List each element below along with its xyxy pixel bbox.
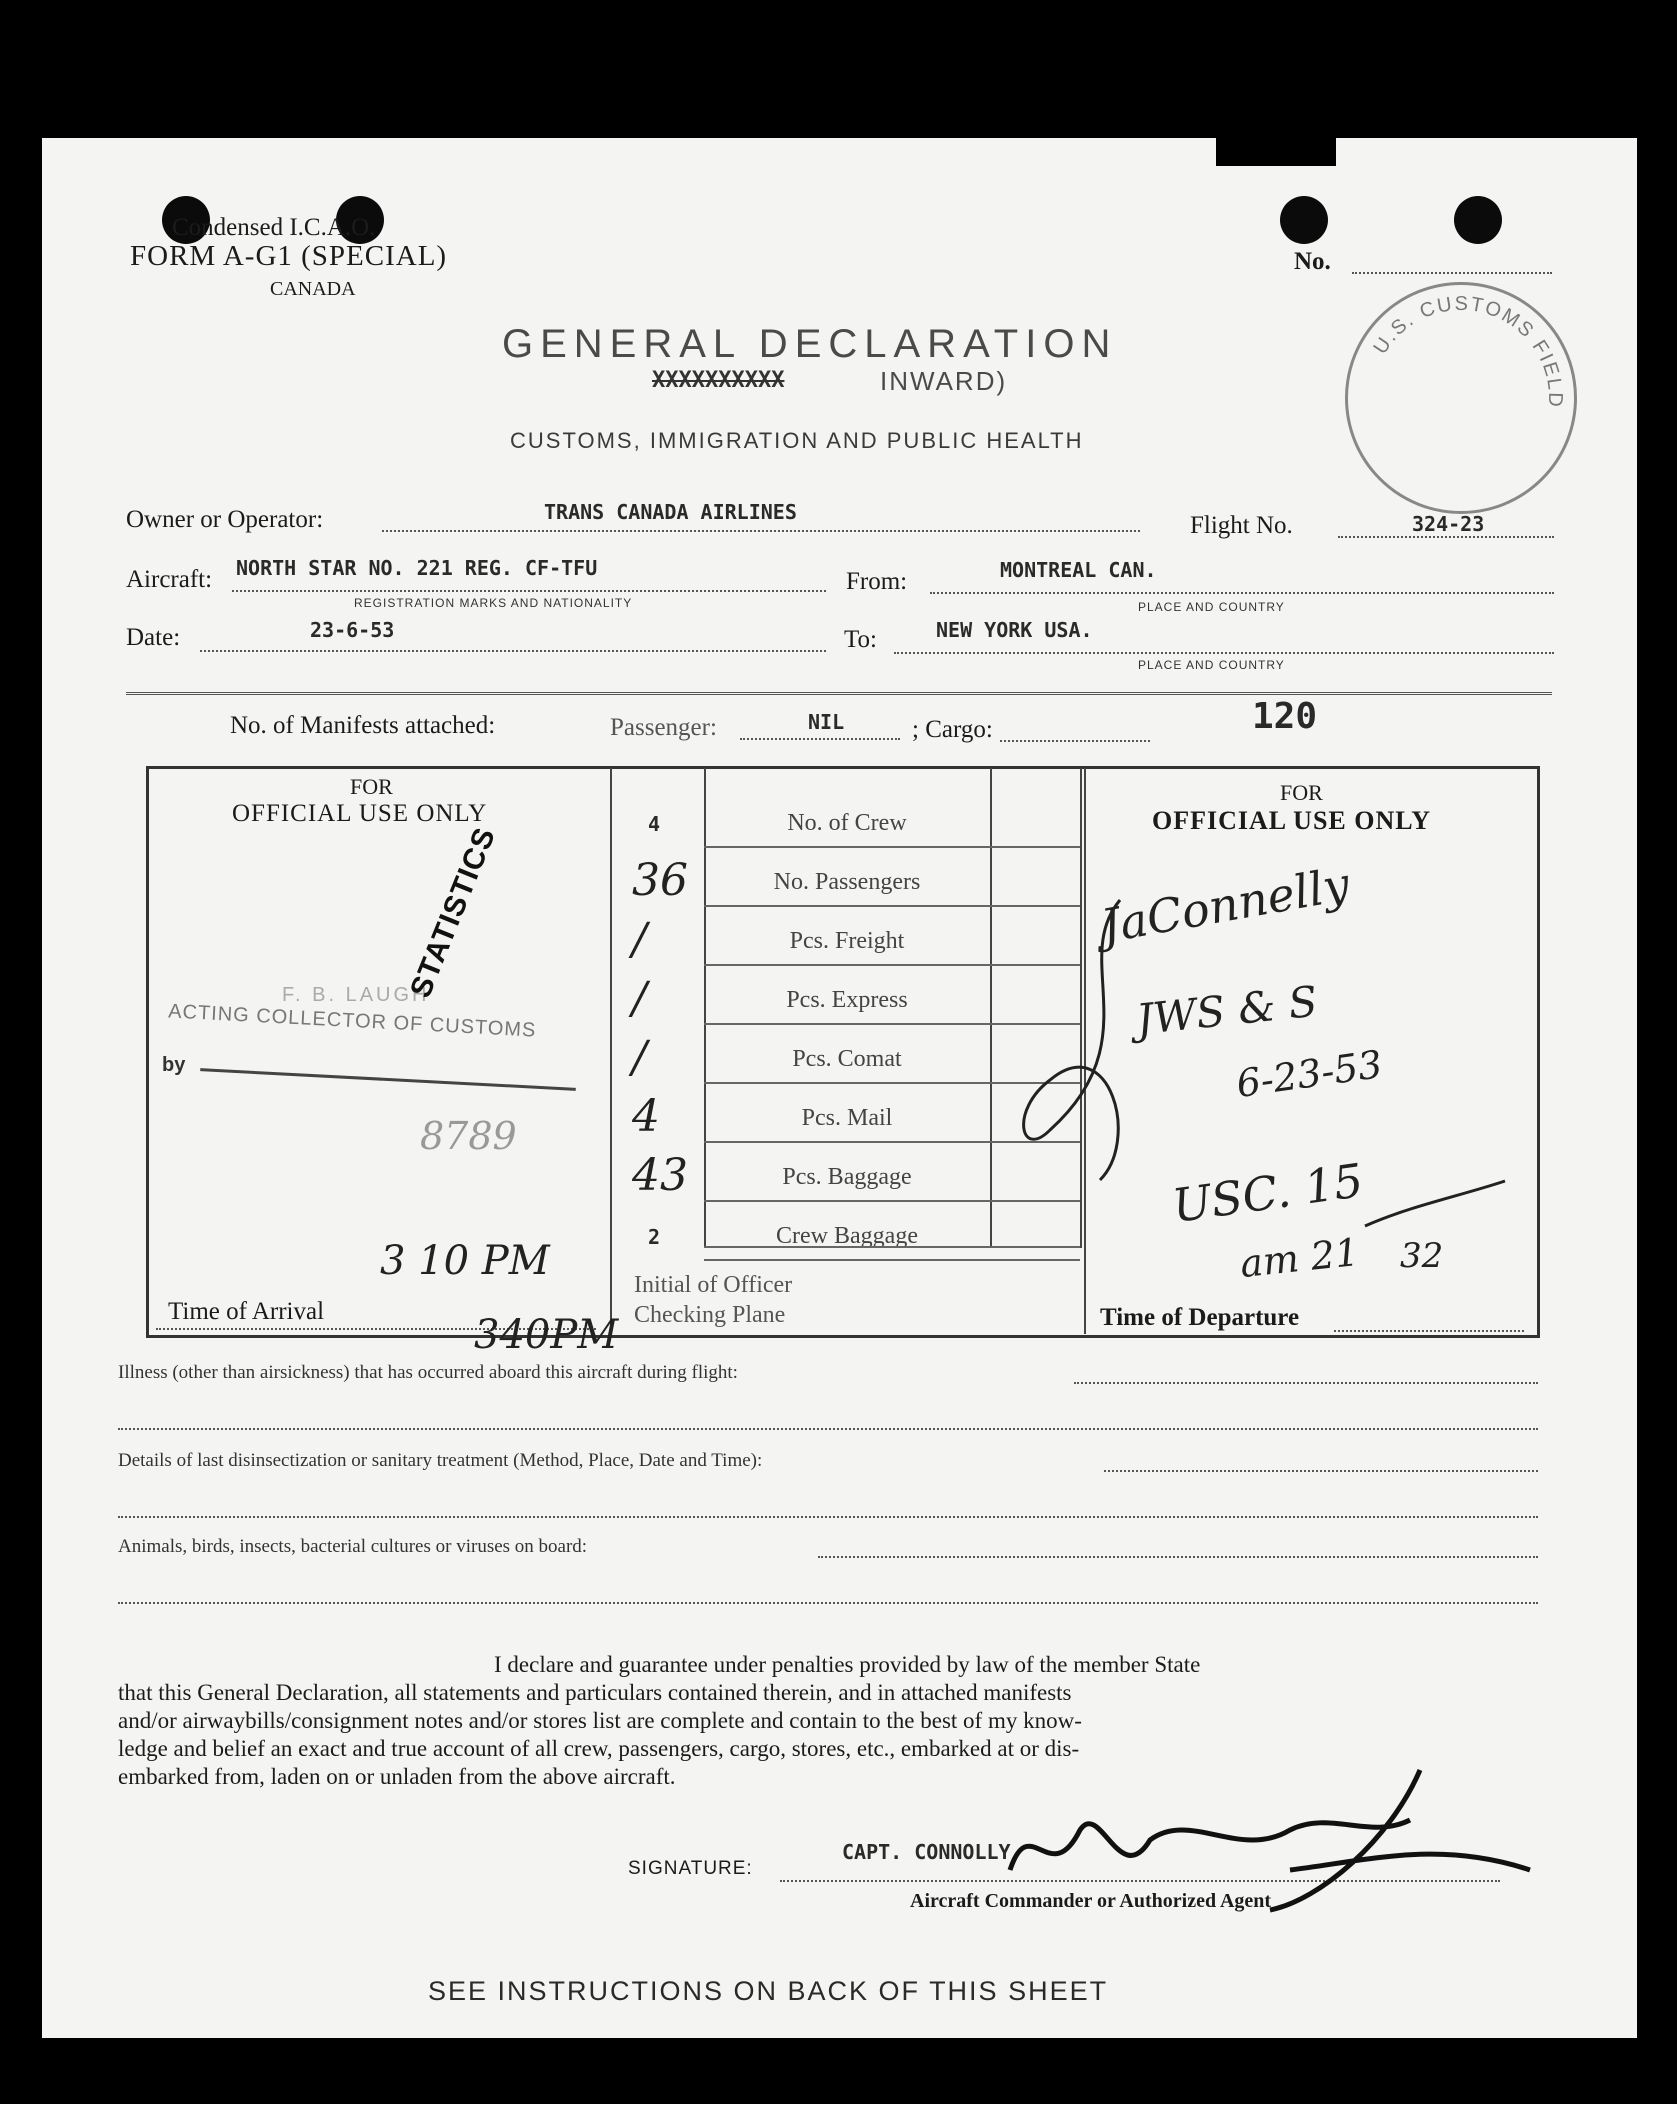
fraction-stroke xyxy=(1360,1176,1510,1236)
form-subheading: CUSTOMS, IMMIGRATION AND PUBLIC HEALTH xyxy=(510,428,1084,453)
stamp-text: U.S. CUSTOMS FIELD xyxy=(1369,292,1567,409)
right-header-2: OFFICIAL USE ONLY xyxy=(1152,806,1431,835)
flight-label: Flight No. xyxy=(1190,512,1293,539)
customs-stamp xyxy=(1345,282,1577,514)
row-count: / xyxy=(632,973,647,1024)
illness-label: Illness (other than airsickness) that has occurred aboard this aircraft during flight: xyxy=(118,1362,738,1383)
no-label: No. xyxy=(1294,248,1331,275)
illness-line xyxy=(1074,1382,1538,1384)
handwritten-number: 8789 xyxy=(420,1114,517,1158)
cargo-value: 120 xyxy=(1252,696,1318,737)
right-header-1: FOR xyxy=(1280,780,1323,805)
row-label: Crew Baggage xyxy=(776,1223,918,1249)
from-label: From: xyxy=(846,568,908,595)
row-line xyxy=(704,1200,1080,1202)
row-label: No. of Crew xyxy=(787,810,907,836)
row-line xyxy=(704,846,1080,848)
signature-label: SIGNATURE: xyxy=(628,1858,753,1879)
handwritten-note-3: 32 xyxy=(1400,1236,1444,1276)
collector-by: by xyxy=(162,1054,186,1076)
table-divider xyxy=(990,768,992,1248)
row-count: 4 xyxy=(648,812,661,836)
from-caption: PLACE AND COUNTRY xyxy=(1138,600,1285,614)
to-caption: PLACE AND COUNTRY xyxy=(1138,658,1285,672)
initial-label-1: Initial of Officer xyxy=(634,1272,793,1298)
from-value: MONTREAL CAN. xyxy=(1000,558,1157,582)
animals-line xyxy=(818,1556,1538,1558)
manifests-label: No. of Manifests attached: xyxy=(230,712,496,739)
row-label: Pcs. Freight xyxy=(789,928,905,954)
form-title: GENERAL DECLARATION xyxy=(502,322,1118,366)
row-label: No. Passengers xyxy=(773,869,921,895)
time-departure-line xyxy=(1334,1330,1524,1332)
handwritten-note-2: am 21 xyxy=(1238,1229,1362,1287)
date-line xyxy=(200,650,826,652)
declaration-line-3: and/or airwaybills/consignment notes and/or stores list are complete and contain to the best of my know- xyxy=(118,1708,1082,1733)
animals-label: Animals, birds, insects, bacterial cultures or viruses on board: xyxy=(118,1536,588,1557)
from-line xyxy=(930,592,1554,594)
to-value: NEW YORK USA. xyxy=(936,618,1093,642)
date-value: 23-6-53 xyxy=(310,618,395,642)
commander-signature xyxy=(990,1750,1550,1920)
row-count: / xyxy=(632,1032,647,1083)
no-field xyxy=(1352,272,1552,274)
initial-label-2: Checking Plane xyxy=(634,1302,786,1328)
officer-signature: JaConnelly xyxy=(1097,856,1354,954)
declaration-line-2: that this General Declaration, all statements and particulars contained therein, and in attached manifests xyxy=(118,1680,1072,1705)
time-arrival-handwritten: 3 10 PM xyxy=(380,1238,550,1284)
left-header-1: FOR xyxy=(350,774,393,799)
punch-hole xyxy=(1454,196,1502,244)
row-label: Pcs. Baggage xyxy=(782,1164,912,1190)
divider xyxy=(126,692,1552,695)
owner-line xyxy=(382,530,1140,532)
form-line-1: Condensed I.C.A.O. xyxy=(172,214,376,241)
row-count: 36 xyxy=(632,855,688,906)
row-count: 4 xyxy=(632,1091,660,1142)
svg-text:U.S. CUSTOMS FIELD xyxy=(1369,293,1566,409)
owner-label: Owner or Operator: xyxy=(126,506,324,533)
declaration-line-1: I declare and guarantee under penalties provided by law of the member State xyxy=(494,1652,1201,1677)
row-line xyxy=(704,1259,1080,1261)
disinsect-label: Details of last disinsectization or sanitary treatment (Method, Place, Date and Time): xyxy=(118,1450,763,1471)
aircraft-value: NORTH STAR NO. 221 REG. CF-TFU xyxy=(236,556,598,580)
aircraft-caption: REGISTRATION MARKS AND NATIONALITY xyxy=(354,596,633,610)
signature-caption: Aircraft Commander or Authorized Agent xyxy=(910,1890,1272,1912)
left-header-2: OFFICIAL USE ONLY xyxy=(232,800,488,827)
to-line xyxy=(894,652,1554,654)
cargo-label: ; Cargo: xyxy=(912,716,993,743)
time-departure-label: Time of Departure xyxy=(1100,1304,1300,1331)
table-divider xyxy=(610,768,612,1334)
officer-initials: JWS & S xyxy=(1133,976,1320,1045)
row-count: / xyxy=(632,914,647,965)
passenger-line xyxy=(740,738,900,740)
row-bottom-line xyxy=(704,1246,1080,1248)
passenger-value: NIL xyxy=(808,710,845,734)
customs-stamp-graphic xyxy=(1348,285,1574,511)
animals-line-2 xyxy=(118,1602,1538,1604)
collector-title: ACTING COLLECTOR OF CUSTOMS xyxy=(167,1000,537,1042)
flight-line xyxy=(1338,536,1554,538)
row-count: 2 xyxy=(648,1225,661,1249)
passenger-label: Passenger: xyxy=(610,714,717,741)
statistics-stamp: STATISTICS xyxy=(404,822,503,1003)
disinsect-line xyxy=(1104,1470,1538,1472)
disinsect-line-2 xyxy=(118,1516,1538,1518)
illness-line-2 xyxy=(118,1428,1538,1430)
sheet-notch xyxy=(1216,130,1336,166)
footer-instructions: SEE INSTRUCTIONS ON BACK OF THIS SHEET xyxy=(428,1976,1109,2006)
date-label: Date: xyxy=(126,624,181,651)
struck-text: XXXXXXXXXX xyxy=(652,368,785,393)
collector-name: F. B. LAUGH xyxy=(282,984,430,1006)
aircraft-label: Aircraft: xyxy=(126,566,213,593)
signature-value: CAPT. CONNOLLY xyxy=(842,1840,1011,1864)
punch-hole xyxy=(1280,196,1328,244)
time-arrival-handwritten-2: 340PM xyxy=(474,1312,619,1358)
form-subtitle: INWARD) xyxy=(880,366,1008,396)
handwritten-note-1: USC. 15 xyxy=(1169,1152,1367,1234)
row-label: Pcs. Express xyxy=(786,987,908,1013)
to-label: To: xyxy=(844,626,877,653)
row-count: 43 xyxy=(632,1150,688,1201)
form-line-3: CANADA xyxy=(270,278,356,300)
row-label: Pcs. Comat xyxy=(792,1046,902,1072)
owner-value: TRANS CANADA AIRLINES xyxy=(544,500,797,524)
time-arrival-label: Time of Arrival xyxy=(168,1298,325,1325)
row-label: Pcs. Mail xyxy=(801,1105,893,1131)
aircraft-line xyxy=(232,590,826,592)
declaration-line-5: embarked from, laden on or unladen from the above aircraft. xyxy=(118,1764,676,1789)
flight-value: 324-23 xyxy=(1412,512,1485,536)
officer-date: 6-23-53 xyxy=(1233,1042,1385,1106)
cargo-line xyxy=(1000,740,1150,742)
form-line-2: FORM A-G1 (SPECIAL) xyxy=(130,240,448,272)
declaration-line-4: ledge and belief an exact and true account of all crew, passengers, cargo, stores, etc., embarked at or dis- xyxy=(118,1736,1080,1761)
signature-stroke xyxy=(1010,880,1210,1200)
